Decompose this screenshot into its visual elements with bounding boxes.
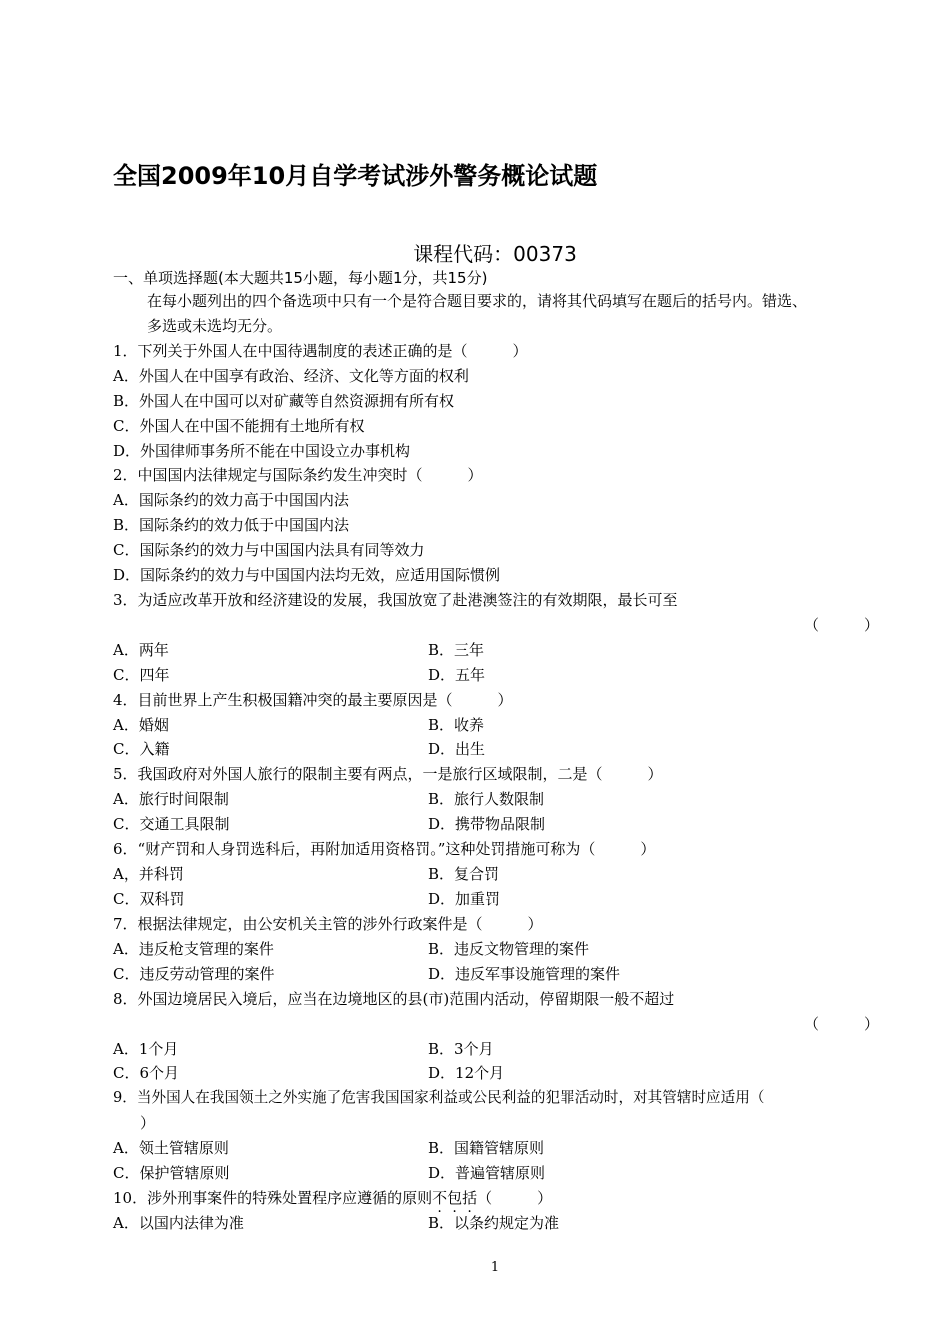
question-3-option-d: D．五年 bbox=[428, 666, 486, 684]
question-4-option-c: C．入籍 bbox=[113, 740, 170, 758]
question-9-option-a: A．领土管辖原则 bbox=[113, 1139, 229, 1157]
question-6-option-c: C．双科罚 bbox=[113, 890, 185, 908]
question-9-option-b: B．国籍管辖原则 bbox=[428, 1139, 545, 1157]
question-5-option-a: A．旅行时间限制 bbox=[113, 790, 229, 808]
page-title: 全国2009年10月自学考试涉外警务概论试题 bbox=[113, 162, 598, 190]
question-4-option-d: D．出生 bbox=[428, 740, 486, 758]
question-3-answer-paren: （ ） bbox=[804, 616, 880, 634]
page-number: 1 bbox=[490, 1260, 500, 1275]
question-3-stem: 3．为适应改革开放和经济建设的发展，我国放宽了赴港澳签注的有效期限，最长可至 bbox=[113, 591, 678, 609]
question-7-option-b: B．违反文物管理的案件 bbox=[428, 940, 590, 958]
question-6-option-b: B．复合罚 bbox=[428, 865, 500, 883]
question-7-stem: 7．根据法律规定，由公安机关主管的涉外行政案件是（ ） bbox=[113, 915, 543, 933]
question-5-stem: 5．我国政府对外国人旅行的限制主要有两点，一是旅行区域限制，二是（ ） bbox=[113, 765, 663, 783]
question-5-option-d: D．携带物品限制 bbox=[428, 815, 546, 833]
emphasis-char-1: 不 bbox=[432, 1189, 448, 1207]
question-6-option-d: D．加重罚 bbox=[428, 890, 501, 908]
question-9-stem: 9．当外国人在我国领土之外实施了危害我国国家利益或公民利益的犯罪活动时，对其管辖时应适用（ bbox=[113, 1089, 765, 1106]
question-8-answer-paren: （ ） bbox=[804, 1015, 880, 1033]
question-10-stem-suffix: （ ） bbox=[477, 1189, 553, 1207]
question-3-option-c: C．四年 bbox=[113, 666, 170, 684]
question-7-option-a: A．违反枪支管理的案件 bbox=[113, 940, 274, 958]
question-1-option-d: D．外国律师事务所不能在中国设立办事机构 bbox=[113, 442, 411, 460]
question-9-option-d: D．普遍管辖原则 bbox=[428, 1164, 546, 1182]
question-7-option-c: C．违反劳动管理的案件 bbox=[113, 965, 275, 983]
question-3-option-b: B．三年 bbox=[428, 641, 485, 659]
question-4-stem: 4．目前世界上产生积极国籍冲突的最主要原因是（ ） bbox=[113, 691, 513, 709]
question-1-option-a: A．外国人在中国享有政治、经济、文化等方面的权利 bbox=[113, 367, 469, 385]
question-6-option-a: A，并科罚 bbox=[113, 865, 184, 883]
question-10-option-b: B．以条约规定为准 bbox=[428, 1214, 560, 1232]
question-7-option-d: D．违反军事设施管理的案件 bbox=[428, 965, 621, 983]
question-2-option-b: B．国际条约的效力低于中国国内法 bbox=[113, 516, 350, 534]
question-4-option-a: A．婚姻 bbox=[113, 716, 169, 734]
question-8-option-b: B．3个月 bbox=[428, 1040, 494, 1058]
question-5-option-c: C．交通工具限制 bbox=[113, 815, 230, 833]
course-code: 课程代码：00373 bbox=[413, 242, 577, 266]
question-9-option-c: C．保护管辖原则 bbox=[113, 1164, 230, 1182]
question-2-option-a: A．国际条约的效力高于中国国内法 bbox=[113, 491, 349, 509]
question-9-stem-continued: ） bbox=[140, 1114, 156, 1132]
question-3-option-a: A．两年 bbox=[113, 641, 169, 659]
question-10-option-a: A．以国内法律为准 bbox=[113, 1214, 244, 1232]
emphasis-char-2: 包 bbox=[447, 1189, 463, 1207]
question-8-option-c: C．6个月 bbox=[113, 1064, 180, 1082]
question-1-option-c: C．外国人在中国不能拥有土地所有权 bbox=[113, 417, 365, 435]
emphasis-char-3: 括 bbox=[462, 1189, 478, 1207]
question-2-stem: 2．中国国内法律规定与国际条约发生冲突时（ ） bbox=[113, 466, 483, 484]
section-heading: 一、单项选择题(本大题共15小题，每小题1分，共15分) bbox=[113, 269, 488, 287]
question-6-stem: 6．“财产罚和人身罚选科后，再附加适用资格罚。”这种处罚措施可称为（ ） bbox=[113, 840, 656, 858]
question-1-stem: 1．下列关于外国人在中国待遇制度的表述正确的是（ ） bbox=[113, 342, 528, 360]
question-8-option-a: A．1个月 bbox=[113, 1040, 179, 1058]
question-8-stem: 8．外国边境居民入境后，应当在边境地区的县(市)范围内活动，停留期限一般不超过 bbox=[113, 990, 675, 1008]
question-8-option-d: D．12个月 bbox=[428, 1064, 505, 1082]
question-2-option-c: C．国际条约的效力与中国国内法具有同等效力 bbox=[113, 541, 425, 559]
instructions-line-2: 多选或未选均无分。 bbox=[147, 317, 283, 335]
question-4-option-b: B．收养 bbox=[428, 716, 485, 734]
question-5-option-b: B．旅行人数限制 bbox=[428, 790, 545, 808]
question-10-stem bbox=[113, 1186, 552, 1210]
instructions-line-1: 在每小题列出的四个备选项中只有一个是符合题目要求的，请将其代码填写在题后的括号内。错选、 bbox=[147, 292, 808, 310]
question-10-stem-prefix: 10．涉外刑事案件的特殊处置程序应遵循的原则 bbox=[113, 1189, 433, 1207]
question-2-option-d: D．国际条约的效力与中国国内法均无效，应适用国际惯例 bbox=[113, 566, 501, 584]
question-1-option-b: B．外国人在中国可以对矿藏等自然资源拥有所有权 bbox=[113, 392, 455, 410]
